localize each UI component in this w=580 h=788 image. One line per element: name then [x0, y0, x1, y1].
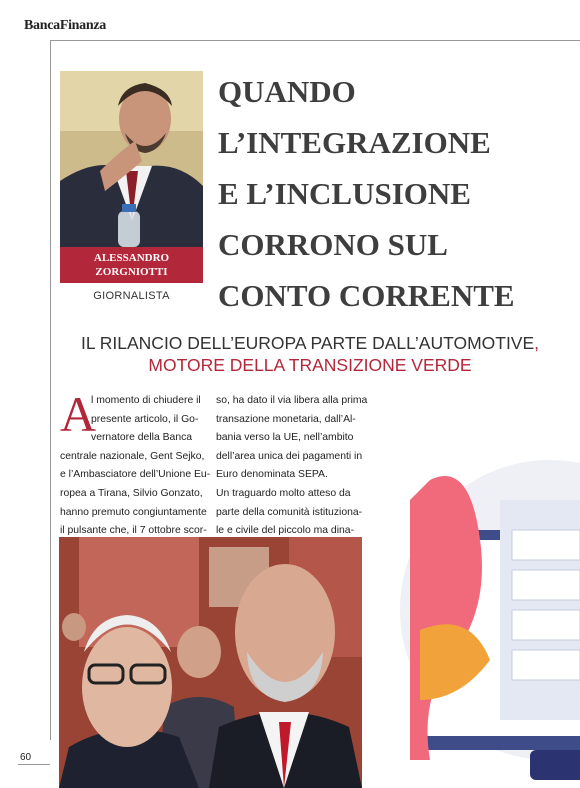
header-rule: [50, 40, 580, 41]
article-photo: [59, 537, 362, 788]
author-photo: [60, 71, 203, 247]
body-column-1: [60, 386, 211, 541]
article-subtitle: [60, 332, 560, 376]
author-first-name: ALESSANDRO: [93, 252, 170, 264]
body-line: vernatore della Banca: [91, 432, 193, 444]
body-line: Euro denominata SEPA.: [216, 469, 328, 481]
body-line: le e civile del piccolo ma dina-: [216, 525, 355, 537]
page-number-rule: [18, 764, 50, 765]
body-line: il pulsante che, il 7 ottobre scor-: [60, 525, 207, 537]
body-line: e l’Ambasciatore dell’Unione Eu-: [60, 469, 211, 481]
body-line: hanno premuto congiuntamente: [60, 506, 207, 518]
subtitle-line-1: IL RILANCIO DELL’EUROPA PARTE DALL’AUTOMOTIVE: [80, 333, 535, 353]
body-line: so, ha dato il via libera alla prima: [216, 395, 368, 406]
body-line: ropea a Tirana, Silvio Gonzato,: [60, 487, 203, 499]
title-line: QUANDO: [218, 74, 356, 109]
body-column-2: [216, 392, 368, 541]
subtitle-line-2: MOTORE DELLA TRANSIZIONE VERDE: [148, 355, 472, 375]
body-line: Un traguardo molto atteso da: [216, 487, 351, 499]
page-number: 60: [20, 752, 32, 763]
margin-rule: [50, 40, 51, 740]
body-line: parte della comunità istituziona-: [216, 506, 363, 518]
body-line: l momento di chiudere il: [91, 395, 201, 406]
body-line: centrale nazionale, Gent Sejko,: [60, 450, 205, 462]
decorative-illustration: [400, 460, 580, 788]
body-line: dell’area unica dei pagamenti in: [216, 450, 363, 462]
magazine-logo: BancaFinanza: [24, 18, 106, 33]
title-line: CONTO CORRENTE: [218, 278, 515, 313]
title-line: E L’INCLUSIONE: [218, 176, 471, 211]
title-line: L’INTEGRAZIONE: [218, 125, 491, 160]
author-last-name: ZORGNIOTTI: [95, 266, 168, 278]
drop-cap: A: [60, 386, 97, 442]
body-line: bania verso la UE, nell’ambito: [216, 432, 354, 444]
subtitle-comma: ,: [534, 333, 540, 353]
article-title: [218, 66, 558, 321]
author-name-banner: [60, 247, 203, 283]
body-line: presente articolo, il Go-: [91, 413, 199, 425]
body-line: transazione monetaria, dall’Al-: [216, 413, 356, 425]
title-line: CORRONO SUL: [218, 227, 448, 262]
author-role: GIORNALISTA: [93, 290, 170, 302]
